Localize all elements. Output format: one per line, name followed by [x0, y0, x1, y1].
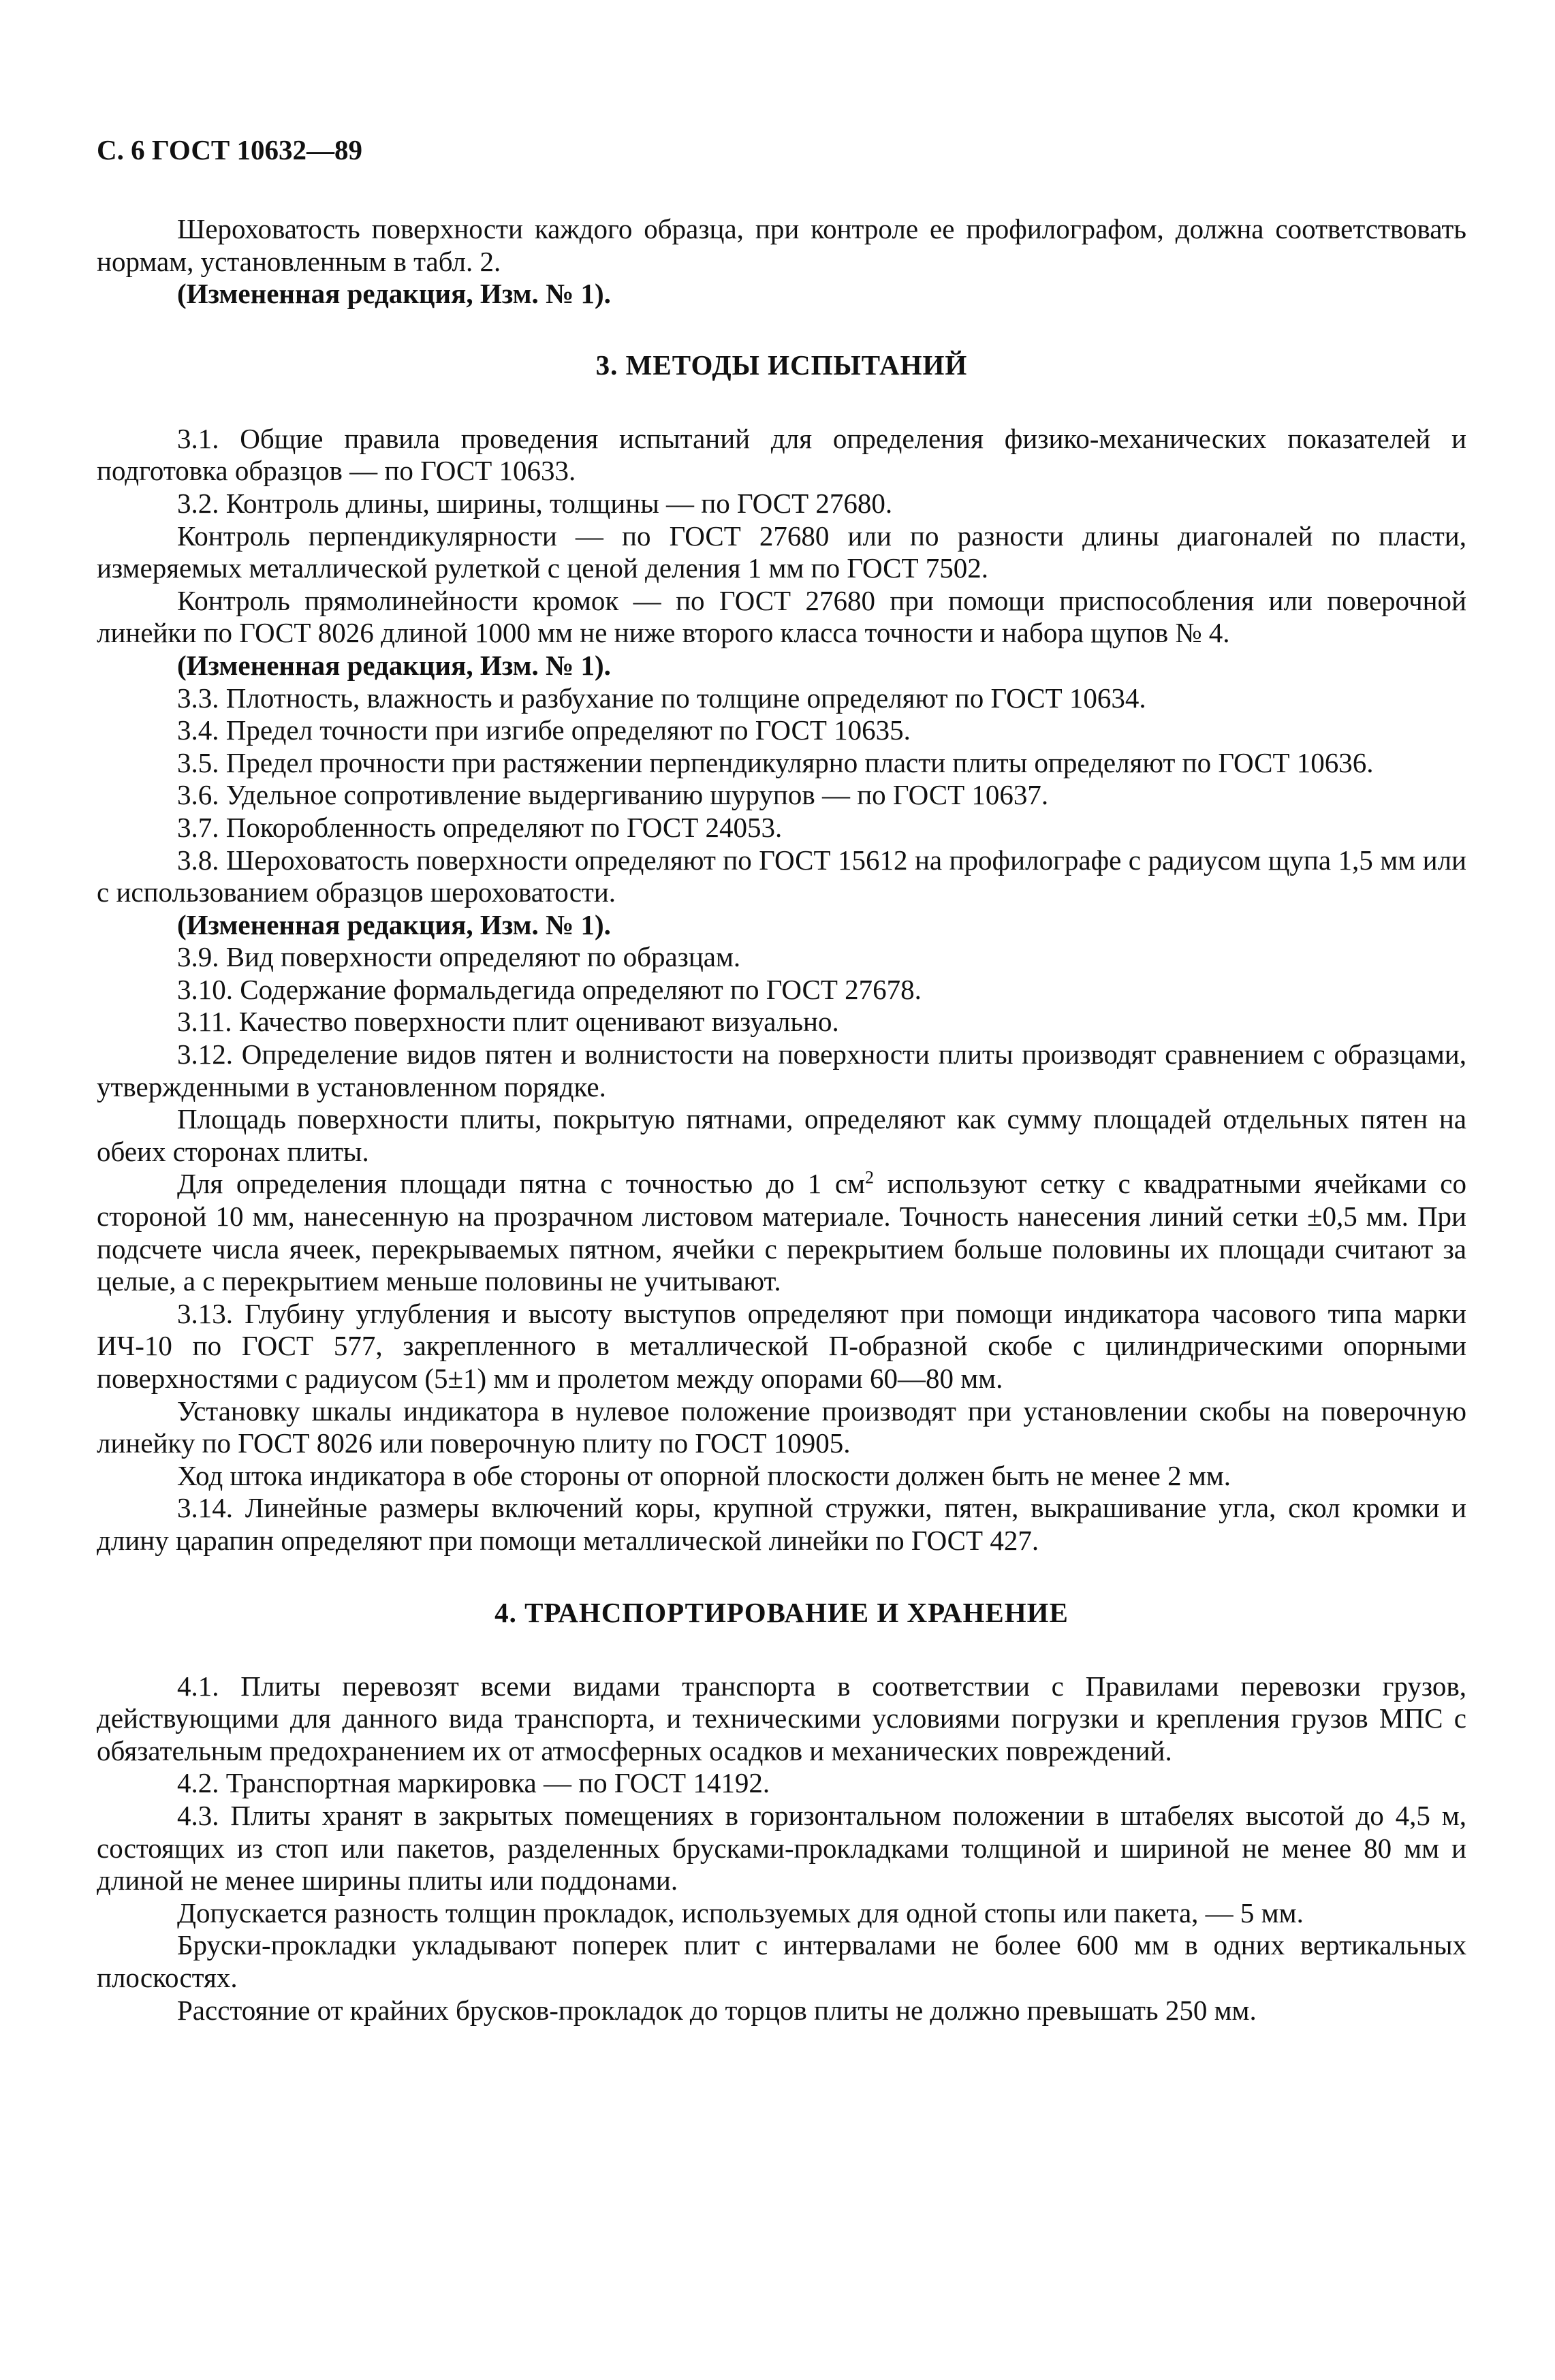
paragraph-3-12-grid — [97, 1168, 1466, 1297]
paragraph-3-2-perpendicularity: Контроль перпендикулярности — по ГОСТ 27680 или по разности длины диагоналей по пласти, измеряемых металлической рулеткой с ценой деления 1 мм по ГОСТ 7502. — [97, 520, 1466, 584]
paragraph-4-3-distance: Расстояние от крайних брусков-прокладок до торцов плиты не должно превышать 250 мм. — [177, 1994, 1257, 2026]
paragraph-3-3: 3.3. Плотность, влажность и разбухание по толщине определяют по ГОСТ 10634. — [177, 682, 1146, 714]
paragraph-3-6: 3.6. Удельное сопротивление выдергиванию шурупов — по ГОСТ 10637. — [177, 779, 1049, 811]
paragraph-4-3: 4.3. Плиты хранят в закрытых помещениях в горизонтальном положении в штабелях высотой до 4,5 м, состоящих из стоп или пакетов, разделенных брусками-прокладками толщиной и шириной не менее 80 мм и длиной не менее ширины плиты или поддонами. — [97, 1799, 1466, 1897]
paragraph-4-3-bars: Бруски-прокладки укладывают поперек плит с интервалами не более 600 мм в одних вертикальных плоскостях. — [97, 1929, 1466, 1993]
paragraph-3-11: 3.11. Качество поверхности плит оценивают визуально. — [177, 1006, 839, 1038]
paragraph-3-2-straightness: Контроль прямолинейности кромок — по ГОСТ 27680 при помощи приспособления или поверочной линейки по ГОСТ 8026 длиной 1000 мм не ниже второго класса точности и набора щупов № 4. — [97, 584, 1466, 649]
paragraph-3-13: 3.13. Глубину углубления и высоту выступов определяют при помощи индикатора часового типа марки ИЧ-10 по ГОСТ 577, закрепленного в металлической П-образной скобе с цилиндрическими опорными поверхностями с радиусом (5±1) мм и пролетом между опорами 60—80 мм. — [97, 1297, 1466, 1394]
superscript-2: 2 — [865, 1167, 875, 1188]
paragraph-3-9: 3.9. Вид поверхности определяют по образцам. — [177, 941, 741, 973]
paragraph-4-1: 4.1. Плиты перевозят всеми видами транспорта в соответствии с Правилами перевозки грузов, действующими для данного вида транспорта, и техническими условиями погрузки и крепления грузов МПС с обязательным предохранением их от атмосферных осадков и механических повреждений. — [97, 1670, 1466, 1766]
section-title-3: 3. МЕТОДЫ ИСПЫТАНИЙ — [595, 349, 968, 381]
paragraph-3-7: 3.7. Покоробленность определяют по ГОСТ 24053. — [177, 811, 783, 843]
paragraph-4-3-thickness: Допускается разность толщин прокладок, используемых для одной стопы или пакета, — 5 мм. — [177, 1897, 1304, 1929]
page-header: С. 6 ГОСТ 10632—89 — [97, 134, 363, 165]
paragraph-3-5: 3.5. Предел прочности при растяжении перпендикулярно пласти плиты определяют по ГОСТ 10636. — [177, 746, 1374, 778]
document-body — [97, 213, 1466, 2027]
edit-note: (Измененная редакция, Изм. № 1). — [177, 908, 611, 940]
grid-text-end: используют сетку с квадратными ячейками со стороной 10 мм, нанесенную на прозрачном листовом материале. Точность нанесения линий сетки ±0,5 мм. При подсчете числа ячеек, перекрываемых пятном, ячейки с перекрытием больше половины их площади считают за целые, а с перекрытием меньше половины не учитывают. — [97, 1168, 1466, 1297]
grid-text-start: Для определения площади пятна с точностью до 1 см — [177, 1168, 866, 1200]
edit-note: (Измененная редакция, Изм. № 1). — [177, 278, 611, 310]
paragraph-3-13-stroke: Ход штока индикатора в обе стороны от опорной плоскости должен быть не менее 2 мм. — [177, 1459, 1231, 1491]
edit-note: (Измененная редакция, Изм. № 1). — [177, 649, 611, 681]
paragraph-3-12-area: Площадь поверхности плиты, покрытую пятнами, определяют как сумму площадей отдельных пятен на обеих сторонах плиты. — [97, 1103, 1466, 1167]
paragraph-3-8: 3.8. Шероховатость поверхности определяют по ГОСТ 15612 на профилографе с радиусом щупа 1,5 мм или с использованием образцов шероховатости. — [97, 844, 1466, 908]
paragraph-3-13-scale: Установку шкалы индикатора в нулевое положение производят при установлении скобы на поверочную линейку по ГОСТ 8026 или поверочную плиту по ГОСТ 10905. — [97, 1395, 1466, 1459]
section-title-4: 4. ТРАНСПОРТИРОВАНИЕ И ХРАНЕНИЕ — [494, 1596, 1069, 1628]
paragraph-3-12: 3.12. Определение видов пятен и волнистости на поверхности плиты производят сравнением с образцами, утвержденными в установленном порядке. — [97, 1038, 1466, 1102]
paragraph-3-2: 3.2. Контроль длины, ширины, толщины — по ГОСТ 27680. — [177, 487, 893, 519]
paragraph-3-4: 3.4. Предел точности при изгибе определяют по ГОСТ 10635. — [177, 714, 911, 746]
paragraph-4-2: 4.2. Транспортная маркировка — по ГОСТ 14192. — [177, 1767, 770, 1799]
paragraph-3-1: 3.1. Общие правила проведения испытаний для определения физико-механических показателей и подготовка образцов — по ГОСТ 10633. — [97, 422, 1466, 487]
paragraph-3-10: 3.10. Содержание формальдегида определяют по ГОСТ 27678. — [177, 973, 922, 1005]
paragraph-roughness: Шероховатость поверхности каждого образца, при контроле ее профилографом, должна соответствовать нормам, установленным в табл. 2. — [97, 213, 1466, 277]
paragraph-3-14: 3.14. Линейные размеры включений коры, крупной стружки, пятен, выкрашивание угла, скол кромки и длину царапин определяют при помощи металлической линейки по ГОСТ 427. — [97, 1492, 1466, 1556]
